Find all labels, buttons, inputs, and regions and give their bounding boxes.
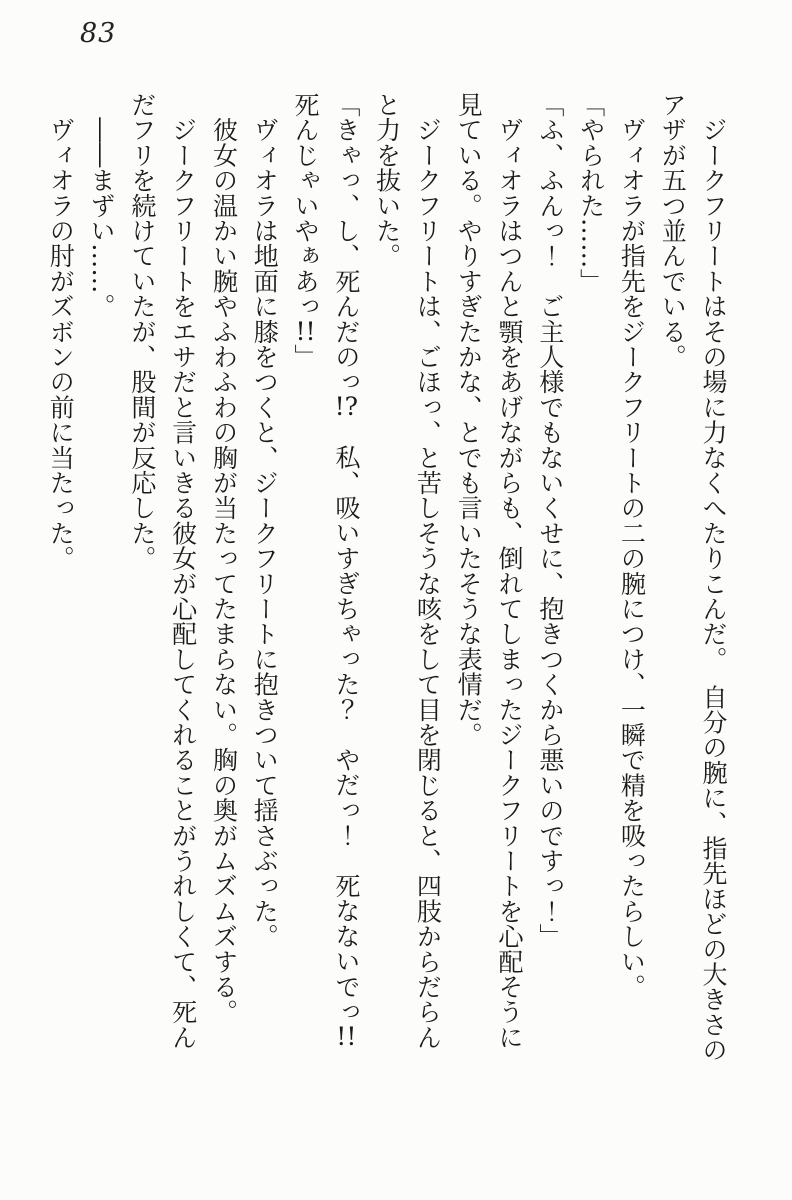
text-column: ジークフリートはその場に力なくへたりこんだ。 自分の腕に、指先ほどの大きさの xyxy=(699,92,728,1063)
text-column: ヴィオラの肘がズボンの前に当たった。 xyxy=(46,92,76,571)
text-column: 死んじゃいやぁあっ!!」 xyxy=(291,92,321,370)
text-column: ――まずい……。 xyxy=(87,92,117,319)
text-column: 「きゃっ、し、死んだのっ!? 私、吸いすぎちゃった？ やだっ！ 死なないでっ!! xyxy=(331,92,361,1050)
text-column: だフリを続けていたが、股間が反応した。 xyxy=(127,92,157,571)
text-column: 見ている。やりすぎたかな、とでも言いたそうな表情だ。 xyxy=(454,92,484,748)
tatechuyoko-mark: !! xyxy=(295,318,316,344)
text-column: 「やられた……」 xyxy=(576,92,606,294)
text-column: 「ふ、ふんっ！ ご主人様でもないくせに、抱きつくから悪いのですっ！」 xyxy=(535,92,565,949)
tatechuyoko-mark: !! xyxy=(336,1024,357,1050)
text-column: 彼女の温かい腕やふわふわの胸が当たってたまらない。胸の奥がムズムズする。 xyxy=(209,92,239,1025)
main-text-block xyxy=(39,92,733,1092)
text-column: ジークフリートをエサだと言いきる彼女が心配してくれることがうれしくて、死ん xyxy=(168,92,198,1050)
text-column: ヴィオラが指先をジークフリートの二の腕につけ、一瞬で精を吸ったらしい。 xyxy=(617,92,647,1000)
text-column: ジークフリートは、ごほっ、と苦しそうな咳をして目を閉じると、四肢からだらん xyxy=(413,92,443,1050)
text-column: と力を抜いた。 xyxy=(372,92,402,269)
text-column: アザが五つ並んでいる。 xyxy=(658,92,688,370)
tatechuyoko-mark: !? xyxy=(334,394,359,420)
page-number: 83 xyxy=(80,18,117,49)
text-column: ヴィオラはつんと顎をあげながらも、倒れてしまったジークフリートを心配そうに xyxy=(495,92,525,1050)
text-column: ヴィオラは地面に膝をつくと、ジークフリートに抱きついて揺さぶった。 xyxy=(250,92,280,949)
